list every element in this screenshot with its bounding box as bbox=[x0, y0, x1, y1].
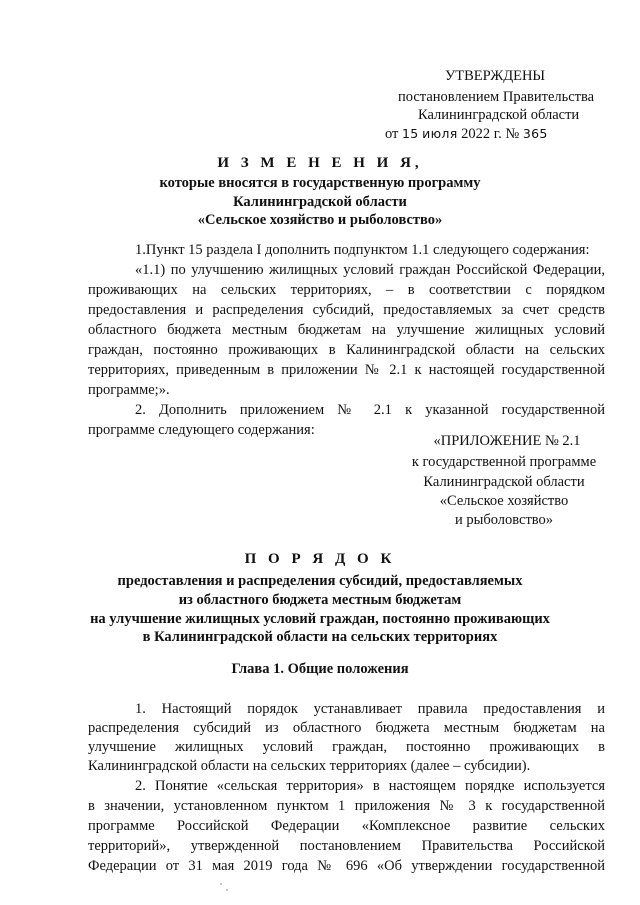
chapter-para-1-line-1: 1. Настоящий порядок устанавливает правила предоставления и bbox=[135, 701, 605, 717]
order-subtitle-3: на улучшение жилищных условий граждан, постоянно проживающих bbox=[90, 611, 550, 627]
appendix-line-2: к государственной программе bbox=[411, 454, 597, 470]
paragraph-2-line-2: программе следующего содержания: bbox=[88, 422, 315, 438]
date-month: июля bbox=[422, 126, 458, 141]
chapter-para-2-line-1: 2. Понятие «сельская территория» в настоящем порядке используется bbox=[135, 778, 605, 794]
changes-title: И З М Е Н Е Н И Я, bbox=[217, 155, 423, 171]
paragraph-1-line-5: областного бюджета местным бюджетам на улучшение жилищных условий bbox=[88, 322, 605, 338]
order-subtitle-4: в Калининградской области на сельских территориях bbox=[142, 629, 498, 645]
number-label: № bbox=[505, 126, 520, 142]
order-subtitle-1: предоставления и распределения субсидий, предоставляемых bbox=[117, 573, 523, 589]
paragraph-1-line-4: предоставления и распределения субсидий, предоставляемых за счет средств bbox=[88, 302, 605, 318]
paragraph-1-line-1: 1.Пункт 15 раздела I дополнить подпунктом 1.1 следующего содержания: bbox=[135, 242, 590, 258]
paragraph-1-line-6: граждан, постоянно проживающих в Калининградской области на сельских bbox=[88, 342, 605, 358]
appendix-line-4: «Сельское хозяйство bbox=[439, 493, 569, 509]
paragraph-1-line-8: программе;». bbox=[88, 382, 170, 398]
changes-subtitle-1: которые вносятся в государственную программу bbox=[159, 175, 481, 191]
appendix-heading: «ПРИЛОЖЕНИЕ № 2.1 bbox=[433, 433, 581, 449]
paragraph-1-line-7: территориях, приведенным в приложении № 2.1 к настоящей государственной bbox=[88, 362, 605, 378]
chapter-heading: Глава 1. Общие положения bbox=[231, 661, 409, 677]
order-subtitle-2: из областного бюджета местным бюджетам bbox=[178, 592, 462, 608]
chapter-para-1-line-4: Калининградской области на сельских территориях (далее – субсидии). bbox=[88, 758, 531, 774]
chapter-para-1-line-2: распределения субсидий из областного бюджета местным бюджетам на bbox=[88, 720, 605, 736]
changes-subtitle-2: Калининградской области bbox=[233, 194, 407, 210]
date-prefix: от bbox=[385, 126, 399, 142]
approval-line-3: Калининградской области bbox=[418, 107, 580, 123]
chapter-para-2-line-4: территорий», утвержденной постановлением Правительства Российской bbox=[88, 838, 605, 854]
chapter-para-2-line-3: программе Российской Федерации «Комплексное развитие сельских bbox=[88, 818, 605, 834]
appendix-line-5: и рыболовство» bbox=[454, 512, 554, 528]
paragraph-1-line-2: «1.1) по улучшению жилищных условий граждан Российской Федерации, bbox=[135, 262, 605, 278]
approval-date-line bbox=[385, 123, 548, 145]
date-year: 2022 г. bbox=[461, 126, 502, 142]
approval-line-2: постановлением Правительства bbox=[398, 89, 595, 105]
scan-speck bbox=[220, 883, 222, 885]
order-title: П О Р Я Д О К bbox=[244, 551, 396, 567]
date-day: 15 bbox=[402, 126, 419, 141]
document-number: 365 bbox=[522, 126, 548, 141]
changes-subtitle-3: «Сельское хозяйство и рыболовство» bbox=[197, 212, 443, 228]
chapter-para-2-line-2: в значении, установленном пунктом 1 приложения № 3 к государственной bbox=[88, 798, 605, 814]
approval-heading: УТВЕРЖДЕНЫ bbox=[445, 68, 546, 84]
paragraph-1-line-3: проживающих на сельских территориях, – в соответствии с порядком bbox=[88, 282, 605, 298]
chapter-para-1-line-3: улучшение жилищных условий граждан, постоянно проживающих в bbox=[88, 739, 605, 755]
chapter-para-2-line-5: Федерации от 31 мая 2019 года № 696 «Об утверждении государственной bbox=[88, 858, 605, 874]
appendix-line-3: Калининградской области bbox=[423, 474, 585, 490]
scan-speck bbox=[226, 889, 228, 891]
paragraph-2-line-1: 2. Дополнить приложением № 2.1 к указанной государственной bbox=[135, 402, 605, 418]
